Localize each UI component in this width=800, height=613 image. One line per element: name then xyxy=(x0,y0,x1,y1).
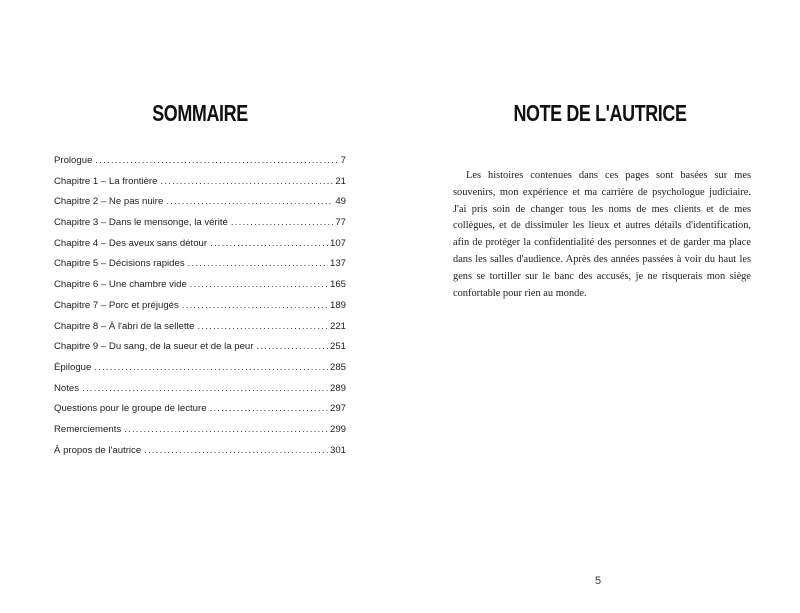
toc-entry xyxy=(54,424,346,445)
toc-leader-dots xyxy=(190,279,328,290)
right-page xyxy=(400,0,800,613)
toc-entry xyxy=(54,258,346,279)
toc-entry xyxy=(54,341,346,362)
toc-entry-title: Chapitre 7 – Porc et préjugés xyxy=(54,299,179,311)
toc-leader-dots xyxy=(82,383,328,394)
toc-entry xyxy=(54,238,346,259)
toc-entry xyxy=(54,383,346,404)
toc-entry xyxy=(54,196,346,217)
toc-entry-title: Épilogue xyxy=(54,361,92,373)
toc-entry-page: 189 xyxy=(329,299,346,311)
toc-entry-page: 137 xyxy=(329,258,346,270)
toc-entry-title: Chapitre 1 – La frontière xyxy=(54,175,158,187)
toc-leader-dots xyxy=(210,403,328,414)
toc-entry-page: 289 xyxy=(329,382,346,394)
toc-entry-title: Chapitre 9 – Du sang, de la sueur et de la peur xyxy=(54,341,254,353)
author-note-heading: NOTE DE L'AUTRICE xyxy=(513,100,687,126)
toc-leader-dots xyxy=(231,217,333,228)
toc-leader-dots xyxy=(210,238,328,249)
toc-leader-dots xyxy=(95,155,338,166)
toc-leader-dots xyxy=(182,300,328,311)
toc-entry-page: 251 xyxy=(329,341,346,353)
toc-entry-page: 297 xyxy=(329,403,346,415)
toc-entry-title: Chapitre 3 – Dans le mensonge, la vérité xyxy=(54,217,228,229)
toc-entry xyxy=(54,445,346,466)
toc-entry xyxy=(54,362,346,383)
toc-leader-dots xyxy=(160,176,333,187)
toc-entry-title: Chapitre 6 – Une chambre vide xyxy=(54,279,187,291)
toc-leader-dots xyxy=(124,424,328,435)
toc-entry-title: À propos de l'autrice xyxy=(54,444,142,456)
page-number: 5 xyxy=(594,575,602,587)
toc-entry xyxy=(54,300,346,321)
toc-entry-page: 165 xyxy=(329,279,346,291)
toc-entry xyxy=(54,155,346,176)
author-note-body: Les histoires contenues dans ces pages sont basées sur mes souvenirs, mon expérience et ma carrière de psychologue judiciaire. J'ai pris soin de changer tous les noms de mes clients et de mes collègues, et de dissimuler les lieux et autres détails d'identification, afin de protéger la confidentialité des personnes et de garder ma place dans les salles d'audience. Après des années passées à voir du haut les gens se tortiller sur le banc des accusés, je ne risquerais mon siège confortable pour rien au monde. xyxy=(453,170,751,299)
toc-entry-page: 77 xyxy=(335,217,346,229)
toc-entry-page: 285 xyxy=(329,361,346,373)
toc-entry xyxy=(54,217,346,238)
toc-entry-title: Chapitre 2 – Ne pas nuire xyxy=(54,196,164,208)
toc-leader-dots xyxy=(94,362,328,373)
toc-entry-title: Chapitre 8 – À l'abri de la sellette xyxy=(54,320,195,332)
toc-entry-page: 49 xyxy=(335,196,346,208)
toc-entry-title: Chapitre 4 – Des aveux sans détour xyxy=(54,237,208,249)
toc-entry-title: Chapitre 5 – Décisions rapides xyxy=(54,258,185,270)
toc-leader-dots xyxy=(198,321,328,332)
table-of-contents xyxy=(54,155,346,465)
toc-leader-dots xyxy=(166,196,333,207)
toc-entry-page: 221 xyxy=(329,320,346,332)
toc-entry-title: Notes xyxy=(54,382,80,394)
toc-entry xyxy=(54,279,346,300)
toc-entry-page: 107 xyxy=(329,237,346,249)
toc-entry xyxy=(54,321,346,342)
toc-entry xyxy=(54,403,346,424)
toc-entry-title: Questions pour le groupe de lecture xyxy=(54,403,207,415)
toc-leader-dots xyxy=(144,445,328,456)
toc-entry-page: 7 xyxy=(340,155,346,166)
toc-entry-page: 21 xyxy=(335,175,346,187)
toc-heading: SOMMAIRE xyxy=(152,100,248,126)
toc-entry-page: 299 xyxy=(329,423,346,435)
toc-leader-dots xyxy=(256,341,328,352)
toc-entry xyxy=(54,176,346,197)
toc-leader-dots xyxy=(188,258,328,269)
toc-entry-title: Remerciements xyxy=(54,423,122,435)
toc-entry-page: 301 xyxy=(329,444,346,456)
toc-entry-title: Prologue xyxy=(54,155,93,166)
